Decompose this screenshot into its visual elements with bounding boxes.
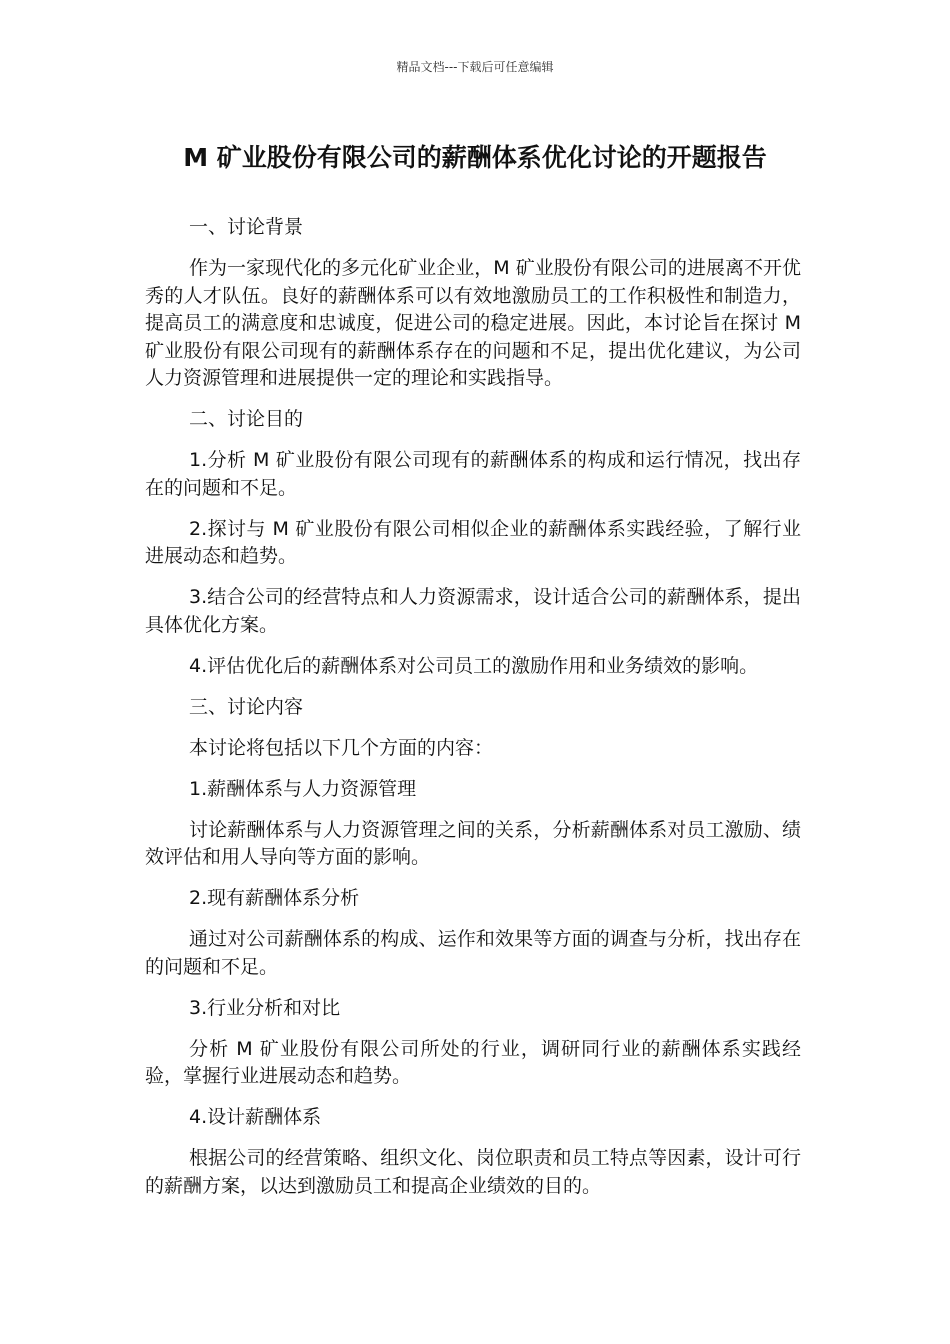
section-heading-background: 一、讨论背景 — [189, 216, 304, 238]
header-note: 精品文档---下载后可任意编辑 — [396, 60, 554, 74]
content-subheading-3: 3.行业分析和对比 — [189, 996, 341, 1019]
content-subheading-4: 4.设计薪酬体系 — [189, 1106, 322, 1128]
content-paragraph-3: 分析 M 矿业股份有限公司所处的行业，调研同行业的薪酬体系实践经验，掌握行业进展动态和趋势。 — [145, 1037, 801, 1087]
purpose-item-1: 1.分析 M 矿业股份有限公司现有的薪酬体系的构成和运行情况，找出存在的问题和不足。 — [145, 449, 801, 499]
document-title: M 矿业股份有限公司的薪酬体系优化讨论的开题报告 — [183, 143, 767, 172]
content-paragraph-4: 根据公司的经营策略、组织文化、岗位职责和员工特点等因素，设计可行的薪酬方案，以达到激励员工和提高企业绩效的目的。 — [145, 1147, 801, 1197]
content-subheading-1: 1.薪酬体系与人力资源管理 — [189, 777, 417, 800]
content-paragraph-1: 讨论薪酬体系与人力资源管理之间的关系，分析薪酬体系对员工激励、绩效评估和用人导向等方面的影响。 — [145, 818, 801, 868]
content-paragraph-2: 通过对公司薪酬体系的构成、运作和效果等方面的调查与分析，找出存在的问题和不足。 — [145, 928, 801, 978]
document-body — [145, 214, 801, 1214]
section-heading-content: 三、讨论内容 — [189, 695, 304, 718]
purpose-item-3: 3.结合公司的经营特点和人力资源需求，设计适合公司的薪酬体系，提出具体优化方案。 — [145, 586, 801, 636]
content-subheading-2: 2.现有薪酬体系分析 — [189, 887, 360, 909]
purpose-item-4: 4.评估优化后的薪酬体系对公司员工的激励作用和业务绩效的影响。 — [189, 654, 759, 677]
purpose-item-2: 2.探讨与 M 矿业股份有限公司相似企业的薪酬体系实践经验，了解行业进展动态和趋势。 — [145, 517, 801, 567]
content-intro: 本讨论将包括以下几个方面的内容： — [189, 736, 494, 759]
paragraph-background: 作为一家现代化的多元化矿业企业，M 矿业股份有限公司的进展离不开优秀的人才队伍。良好的薪酬体系可以有效地激励员工的工作积极性和制造力，提高员工的满意度和忠诚度，促进公司的稳定进展。因此，本讨论旨在探讨 M 矿业股份有限公司现有的薪酬体系存在的问题和不足，提出优化建议，为公司人力资源管理和进展提供一定的理论和实践指导。 — [145, 257, 801, 389]
section-heading-purpose: 二、讨论目的 — [189, 408, 304, 430]
